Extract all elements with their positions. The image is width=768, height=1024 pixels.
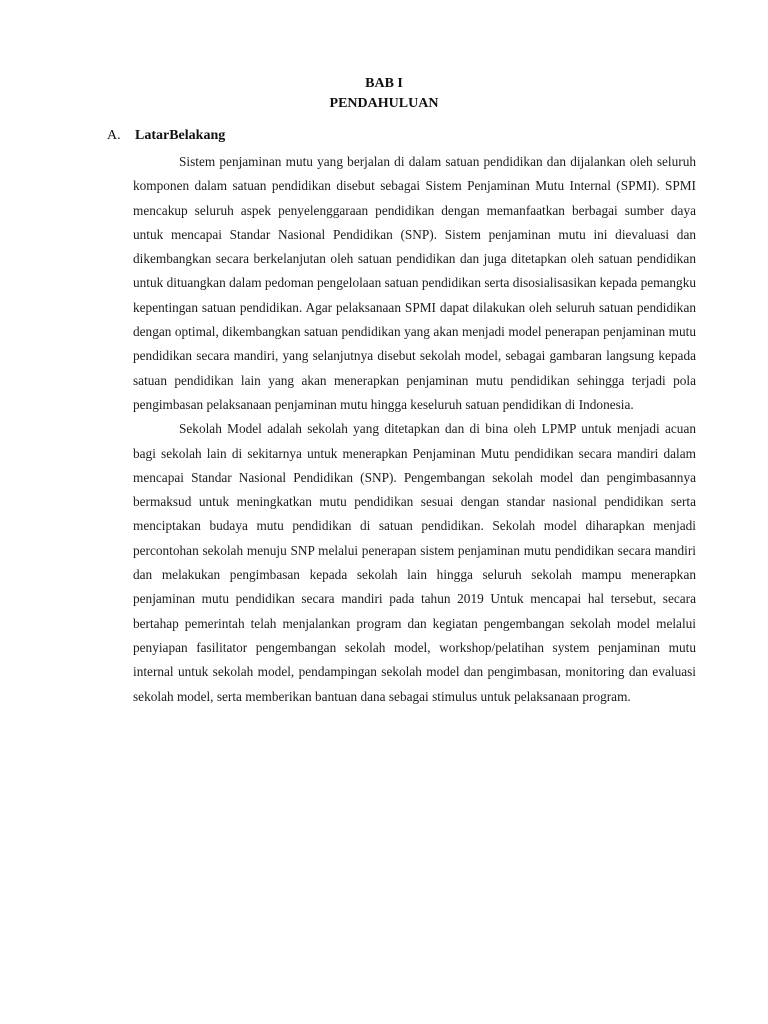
section-title: LatarBelakang <box>135 128 226 143</box>
chapter-subtitle: PENDAHULUAN <box>329 96 439 111</box>
section-heading <box>107 126 225 146</box>
chapter-heading <box>0 74 768 114</box>
chapter-title: BAB I <box>365 76 403 91</box>
paragraph-2: Sekolah Model adalah sekolah yang ditetapkan dan di bina oleh LPMP untuk menjadi acuan bagi sekolah lain di sekitarnya untuk menerapkan Penjaminan Mutu pendidikan secara mandiri dalam mencapai Standar Nasional Pendidikan (SNP). Pengembangan sekolah model dan pengimbasannya bermaksud untuk meningkatkan mutu pendidikan sesuai dengan standar nasional pendidikan serta menciptakan budaya mutu pendidikan di satuan pendidikan. Sekolah model diharapkan menjadi percontohan sekolah menuju SNP melalui penerapan sistem penjaminan mutu pendidikan secara mandiri dan melakukan pengimbasan kepada sekolah lain hingga seluruh sekolah mampu menerapkan penjaminan mutu pendidikan secara mandiri pada tahun 2019 Untuk mencapai hal tersebut, secara bertahap pemerintah telah menjalankan program dan kegiatan pengembangan sekolah model melalui penyiapan fasilitator pengembangan sekolah model, workshop/pelatihan system penjaminan mutu internal untuk sekolah model, pendampingan sekolah model dan pengimbasan, monitoring dan evaluasi sekolah model, serta memberikan bantuan dana sebagai stimulus untuk pelaksanaan program. <box>133 421 696 704</box>
paragraph-1: Sistem penjaminan mutu yang berjalan di dalam satuan pendidikan dan dijalankan oleh seluruh komponen dalam satuan pendidikan disebut sebagai Sistem Penjaminan Mutu Internal (SPMI). SPMI mencakup seluruh aspek penyelenggaraan pendidikan dengan memanfaatkan berbagai sumber daya untuk mencapai Standar Nasional Pendidikan (SNP). Sistem penjaminan mutu ini dievaluasi dan dikembangkan secara berkelanjutan oleh satuan pendidikan dan juga ditetapkan oleh satuan pendidikan untuk dituangkan dalam pedoman pengelolaan satuan pendidikan serta disosialisasikan kepada pemangku kepentingan satuan pendidikan. Agar pelaksanaan SPMI dapat dilakukan oleh seluruh satuan pendidikan dengan optimal, dikembangkan satuan pendidikan yang akan menjadi model penerapan penjaminan mutu pendidikan secara mandiri, yang selanjutnya disebut sekolah model, sebagai gambaran langsung kepada satuan pendidikan lain yang akan menerapkan penjaminan mutu pendidikan sehingga terjadi pola pengimbasan pelaksanaan penjaminan mutu hingga keseluruh satuan pendidikan di Indonesia. <box>133 154 696 412</box>
section-letter: A. <box>107 128 121 143</box>
body-text <box>133 150 696 709</box>
